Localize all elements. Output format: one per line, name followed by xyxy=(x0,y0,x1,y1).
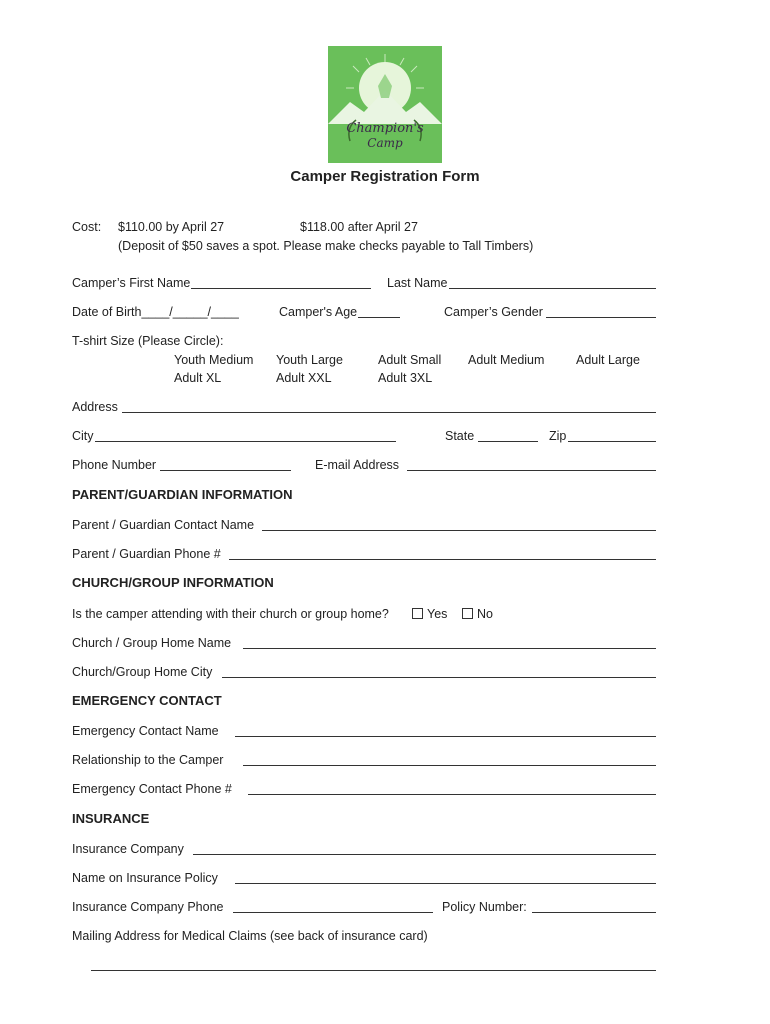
policy-number-label: Policy Number: xyxy=(442,900,527,914)
policy-number-field[interactable] xyxy=(532,901,656,913)
size-youth-medium[interactable]: Youth Medium xyxy=(174,353,254,367)
age-field[interactable] xyxy=(358,306,400,318)
church-home-city-label: Church/Group Home City xyxy=(72,665,213,679)
size-adult-xl[interactable]: Adult XL xyxy=(174,371,222,385)
email-field[interactable] xyxy=(407,459,656,471)
state-label: State xyxy=(445,429,475,443)
cost-late: $118.00 after April 27 xyxy=(300,220,418,234)
parent-phone-field[interactable] xyxy=(229,548,656,560)
last-name-field[interactable] xyxy=(449,277,656,289)
gender-field[interactable] xyxy=(546,306,656,318)
church-question: Is the camper attending with their church or group home? xyxy=(72,607,389,621)
emergency-relationship-label: Relationship to the Camper xyxy=(72,753,224,767)
size-adult-large[interactable]: Adult Large xyxy=(576,353,640,367)
size-adult-3xl[interactable]: Adult 3XL xyxy=(378,371,433,385)
city-field[interactable] xyxy=(95,430,396,442)
insurance-heading: INSURANCE xyxy=(72,811,150,826)
phone-field[interactable] xyxy=(160,459,291,471)
church-no-option[interactable] xyxy=(462,606,493,622)
insurance-company-label: Insurance Company xyxy=(72,842,184,856)
cost-note: (Deposit of $50 saves a spot. Please make checks payable to Tall Timbers) xyxy=(118,239,534,253)
emergency-name-label: Emergency Contact Name xyxy=(72,724,219,738)
dob-label[interactable]: Date of Birth____/_____/____ xyxy=(72,305,239,319)
church-home-name-label: Church / Group Home Name xyxy=(72,636,232,650)
no-checkbox[interactable] xyxy=(462,608,473,619)
page-title: Camper Registration Form xyxy=(290,168,480,185)
zip-field[interactable] xyxy=(568,430,656,442)
age-label: Camper's Age xyxy=(279,305,358,319)
city-label: City xyxy=(72,429,94,443)
church-yes-option[interactable] xyxy=(412,606,447,622)
emergency-name-field[interactable] xyxy=(235,725,656,737)
mailing-address-field[interactable] xyxy=(91,959,656,971)
emergency-heading: EMERGENCY CONTACT xyxy=(72,693,222,708)
size-adult-small[interactable]: Adult Small xyxy=(378,353,442,367)
church-home-city-field[interactable] xyxy=(222,666,656,678)
logo-line-1: Champion's xyxy=(346,121,424,136)
first-name-label: Camper’s First Name xyxy=(72,276,191,290)
no-label: No xyxy=(477,607,493,621)
parent-name-field[interactable] xyxy=(262,519,656,531)
insurance-company-field[interactable] xyxy=(193,843,656,855)
address-label: Address xyxy=(72,400,118,414)
cost-label: Cost: xyxy=(72,220,102,234)
church-home-name-field[interactable] xyxy=(243,637,656,649)
mailing-address-label: Mailing Address for Medical Claims (see back of insurance card) xyxy=(72,929,428,943)
emergency-phone-field[interactable] xyxy=(248,783,656,795)
size-youth-large[interactable]: Youth Large xyxy=(276,353,343,367)
champions-camp-logo xyxy=(328,46,442,163)
cost-early: $110.00 by April 27 xyxy=(118,220,225,234)
emergency-phone-label: Emergency Contact Phone # xyxy=(72,782,232,796)
tshirt-label: T-shirt Size (Please Circle): xyxy=(72,334,224,348)
address-field[interactable] xyxy=(122,401,656,413)
insurance-phone-label: Insurance Company Phone xyxy=(72,900,224,914)
zip-label: Zip xyxy=(549,429,567,443)
emergency-relationship-field[interactable] xyxy=(243,754,656,766)
parent-phone-label: Parent / Guardian Phone # xyxy=(72,547,221,561)
parent-name-label: Parent / Guardian Contact Name xyxy=(72,518,255,532)
email-label: E-mail Address xyxy=(315,458,400,472)
phone-label: Phone Number xyxy=(72,458,157,472)
policy-name-field[interactable] xyxy=(235,872,656,884)
parent-heading: PARENT/GUARDIAN INFORMATION xyxy=(72,487,293,502)
state-field[interactable] xyxy=(478,430,538,442)
gender-label: Camper’s Gender xyxy=(444,305,543,319)
yes-checkbox[interactable] xyxy=(412,608,423,619)
yes-label: Yes xyxy=(427,607,448,621)
insurance-phone-field[interactable] xyxy=(233,901,433,913)
policy-name-label: Name on Insurance Policy xyxy=(72,871,218,885)
size-adult-medium[interactable]: Adult Medium xyxy=(468,353,545,367)
logo-line-2: Camp xyxy=(367,136,403,150)
first-name-field[interactable] xyxy=(191,277,371,289)
last-name-label: Last Name xyxy=(387,276,448,290)
church-heading: CHURCH/GROUP INFORMATION xyxy=(72,575,274,590)
size-adult-xxl[interactable]: Adult XXL xyxy=(276,371,332,385)
